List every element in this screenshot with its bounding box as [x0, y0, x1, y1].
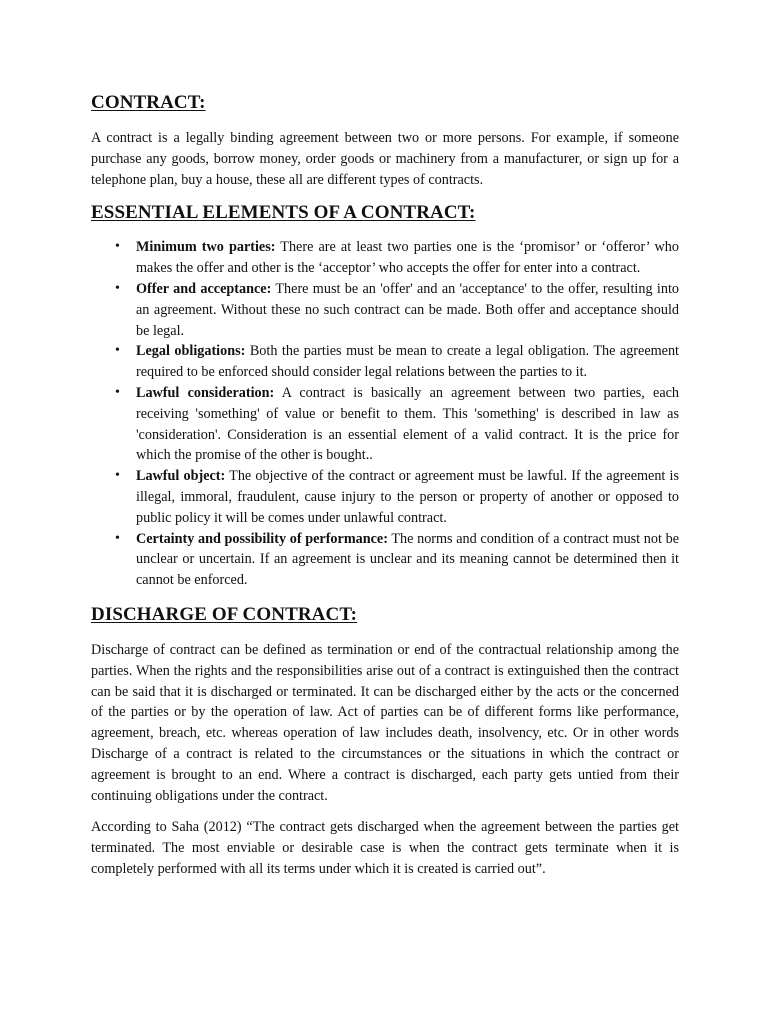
element-description: There are at least two parties one is the ‘promisor’ or ‘offeror’ who makes the offer and other is the ‘acceptor’ who accepts the offer for enter into a contract.: [136, 239, 679, 277]
list-item: [91, 279, 679, 341]
element-term: Certainty and possibility of performance:: [136, 530, 388, 547]
list-item: [91, 466, 679, 528]
bullet-icon: •: [115, 384, 120, 400]
list-item: [91, 529, 679, 591]
element-term: Legal obligations:: [136, 343, 246, 360]
discharge-heading: DISCHARGE OF CONTRACT:: [91, 603, 358, 625]
element-description: The objective of the contract or agreement must be lawful. If the agreement is illegal, immoral, fraudulent, cause injury to the person or property of another or opposed to public policy it will be comes under unlawful contract.: [136, 468, 679, 526]
bullet-icon: •: [115, 239, 120, 255]
bullet-icon: •: [115, 280, 120, 296]
essential-elements-heading: ESSENTIAL ELEMENTS OF A CONTRACT:: [91, 202, 476, 224]
element-description: There must be an 'offer' and an 'acceptance' to the offer, resulting into an agreement. Without these no such contract can be made. Both offer and acceptance should be legal.: [136, 280, 679, 339]
contract-heading: CONTRACT:: [91, 92, 206, 113]
list-item: [91, 383, 679, 466]
list-item: [91, 341, 679, 383]
element-description: The norms and condition of a contract must not be unclear or uncertain. If an agreement is unclear and its meaning cannot be determined then it cannot be enforced.: [136, 530, 679, 589]
discharge-definition-paragraph: Discharge of contract can be defined as termination or end of the contractual relationship among the parties. When the rights and the responsibilities arise out of a contract is extinguished then the contract can be said that it is discharged or terminated. It can be discharged either by the acts or the concerned of the parties or by the operation of law. Act of parties can be of different forms like performance, agreement, breach, etc. whereas operation of law includes death, insolvency, etc. Or in other words Discharge of a contract is related to the circumstances or the situations in which the contract or agreement is brought to an end. Where a contract is discharged, each party gets untied from their continuing obligations under the contract.: [91, 641, 679, 804]
contract-definition-paragraph: A contract is a legally binding agreement between two or more persons. For example, if someone purchase any goods, borrow money, order goods or machinery from a manufacturer, or sign up for a telephone plan, buy a house, these all are different types of contracts.: [91, 130, 679, 188]
document-page: [91, 88, 679, 880]
element-term: Minimum two parties:: [136, 239, 276, 256]
list-item: [91, 237, 679, 279]
essential-elements-list: [91, 237, 679, 591]
element-term: Lawful object:: [136, 468, 226, 485]
element-description: A contract is basically an agreement between two parties, each receiving 'something' of value or benefit to them. This 'something' is described in law as 'consideration'. Consideration is an essential element of a valid contract. It is the price for which the promise of the other is bought..: [136, 384, 680, 464]
bullet-icon: •: [115, 343, 120, 359]
element-term: Offer and acceptance:: [136, 280, 272, 297]
element-description: Both the parties must be mean to create a legal obligation. The agreement required to be enforced should consider legal relations between the parties to it.: [136, 343, 679, 381]
bullet-icon: •: [115, 530, 120, 546]
saha-quote-paragraph: According to Saha (2012) “The contract gets discharged when the agreement between the parties get terminated. The most enviable or desirable case is when the contract gets terminate when it is completely performed with all its terms under which it is created is carried out”.: [91, 819, 679, 877]
element-term: Lawful consideration:: [136, 384, 275, 401]
bullet-icon: •: [115, 468, 120, 484]
